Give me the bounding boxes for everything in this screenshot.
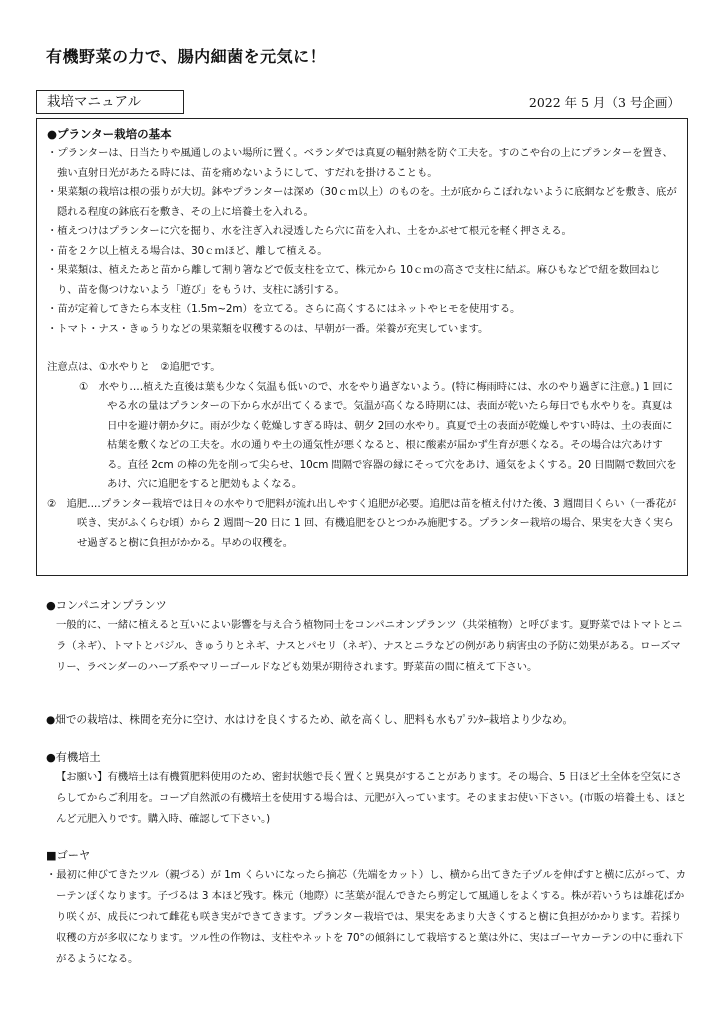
notes-intro: 注意点は、①水やりと ②追肥です。 bbox=[47, 361, 221, 373]
companion-heading: ●コンパニオンプランツ bbox=[46, 599, 167, 612]
goya-text: ・最初に伸びてきたツル（親づる）が 1m くらいになったら摘芯（先端をカット）し、横から出てきた子ヅルを伸ばすと横に広がって、カーテンぽくなります。子づるは 3 本ほど残す。株元（地際）に茎葉が混んできたら剪定して風通しをよくする。株が若いうちは雄花ばかり咲くが、成長につれて雌花も咲き実ができてきます。プランター栽培では、果実をあまり大きくすると樹に負担がかかります。若採り収穫の方が多収になります。ツル性の作物は、支柱やネットを 70°の傾斜にして栽培すると葉は外に、実はゴーヤカーテンの中に垂れ下がるようになる。 bbox=[46, 869, 687, 965]
planter-basics-box bbox=[36, 118, 688, 576]
goya-heading: ■ゴーヤ bbox=[46, 849, 91, 862]
planter-bullet-7: ・トマト・ナス・きゅうりなどの果菜類を収穫するのは、早朝が一番。栄養が充実しています。 bbox=[47, 322, 489, 335]
goya-section bbox=[46, 846, 690, 970]
soil-text: 【お願い】有機培土は有機質肥料使用のため、密封状態で長く置くと異臭がすることがあります。その場合、5 日ほど土全体を空気にさらしてからご利用を。コープ自然派の有機培土を使用する場合は、元肥が入っています。そのままお使い下さい。(市販の培養土も、ほとんど元肥入りです。購入時、確認して下さい。) bbox=[56, 771, 687, 825]
field-note: ●畑での栽培は、株間を充分に空け、水はけを良くするため、畝を高くし、肥料も水もﾌﾟﾗﾝﾀｰ栽培より少なめ。 bbox=[46, 714, 574, 726]
companion-text: 一般的に、一緒に植えると互いによい影響を与え合う植物同士をコンパニオンプランツ（共栄植物）と呼びます。夏野菜ではトマトとニラ（ネギ）、トマトとバジル、きゅうりとネギ、ナスとパセリ（ネギ）、ナスとニラなどの例があり病害虫の予防に効果がある。ローズマリー、ラベンダーのハーブ系やマリーゴールドなども効果が期待されます。野菜苗の間に植えて下さい。 bbox=[56, 619, 683, 673]
spacer bbox=[47, 339, 679, 358]
planter-bullet-1: ・プランターは、日当たりや風通しのよい場所に置く。ベランダでは真夏の輻射熱を防ぐ工夫を。すのこや台の上にプランターを置き、強い直射日光があたる時には、苗を痛めないようにして、すだれを掛けることも。 bbox=[47, 147, 673, 179]
planter-bullet-3: ・植えつけはプランターに穴を掘り、水を注ぎ入れ浸透したら穴に苗を入れ、土をかぶせて根元を軽く押さえる。 bbox=[47, 225, 572, 237]
manual-label: 栽培マニュアル bbox=[36, 90, 184, 114]
soil-heading: ●有機培土 bbox=[46, 751, 101, 764]
issue-date: 2022 年 5 月（3 号企画） bbox=[528, 95, 680, 110]
soil-section bbox=[46, 748, 690, 830]
field-note-section bbox=[46, 711, 690, 730]
note-watering: ① 水やり‥‥植えた直後は葉も少なく気温も低いので、水をやり過ぎないよう。(特に梅雨時には、水のやり過ぎに注意。) 1 回にやる水の量はプランターの下から水が出てくるまで。気温が高くなる時期には、表面が乾いたら毎日でも水やりを。真夏は日中を避け朝か夕に。雨が少なく乾燥しすぎる時は、朝夕 2回の水やり。真夏で土の表面が乾燥しやすい時は、土の表面に枯葉を敷くなどの工夫を。水の通りや土の通気性が悪くなると、根に酸素が届かず生育が悪くなる。その場合は穴あけする。直径 2cm の棒の先を削って尖らせ、10cm 間隔で容器の縁にそって穴をあけ、通気をよくする。20 日間隔で数回穴をあけ、穴に追肥をすると肥効もよくなる。 bbox=[79, 380, 677, 490]
note-fertilizer: ② 追肥‥‥プランター栽培では日々の水やりで肥料が流れ出しやすく追肥が必要。追肥は苗を植え付けた後、3 週間目くらい（一番花が咲き、実がふくらむ頃）から 2 週間～20 日に 1 回、有機追肥をひとつかみ施肥する。プランター栽培の場合、果実を大きく実らせ過ぎると樹に負担がかかる。早めの収穫を。 bbox=[47, 497, 677, 549]
planter-bullet-2: ・果菜類の栽培は根の張りが大切。鉢やプランターは深め（30ｃｍ以上）のものを。土が底からこぼれないように底網などを敷き、底が隠れる程度の鉢底石を敷き、その上に培養土を入れる。 bbox=[47, 186, 677, 218]
planter-bullet-4: ・苗を２ケ以上植える場合は、30ｃｍほど、離して植える。 bbox=[47, 244, 328, 257]
planter-bullet-6: ・苗が定着してきたら本支柱（1.5m~2m）を立てる。さらに高くするにはネットやヒモを使用する。 bbox=[47, 303, 521, 315]
planter-heading: ●プランター栽培の基本 bbox=[47, 127, 172, 141]
companion-section bbox=[46, 596, 690, 678]
planter-bullet-5: ・果菜類は、植えたあと苗から離して割り箸などで仮支柱を立て、株元から 10ｃｍの高さで支柱に結ぶ。麻ひもなどで紐を数回ねじり、苗を傷つけないよう「遊び」をもうけ、支柱に誘引する。 bbox=[47, 264, 661, 296]
page-title: 有機野菜の力で、腸内細菌を元気に！ bbox=[46, 47, 327, 66]
